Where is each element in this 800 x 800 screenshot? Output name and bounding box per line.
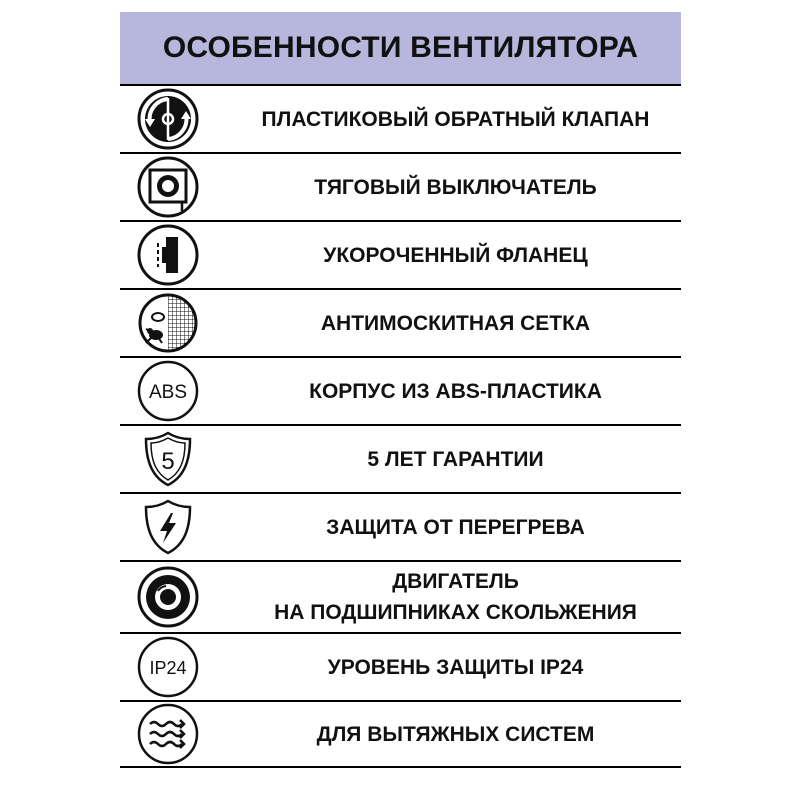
feature-label: ПЛАСТИКОВЫЙ ОБРАТНЫЙ КЛАПАН <box>261 107 650 131</box>
header-banner <box>120 12 681 84</box>
feature-label-line1: ДВИГАТЕЛЬ <box>392 570 519 593</box>
feature-label: ЗАЩИТА ОТ ПЕРЕГРЕВА <box>326 515 585 539</box>
check-valve-icon <box>136 87 200 151</box>
feature-list <box>120 84 681 768</box>
overheat-shield-icon <box>136 495 200 559</box>
motor-bearing-icon <box>136 565 200 629</box>
abs-icon-text: ABS <box>148 382 188 403</box>
mosquito-net-icon <box>136 291 200 355</box>
feature-label: ДЛЯ ВЫТЯЖНЫХ СИСТЕМ <box>316 722 595 746</box>
feature-row-short-flange <box>120 220 681 288</box>
feature-row-exhaust <box>120 700 681 768</box>
feature-row-overheat <box>120 492 681 560</box>
feature-label: ТЯГОВЫЙ ВЫКЛЮЧАТЕЛЬ <box>314 175 597 199</box>
feature-label: УКОРОЧЕННЫЙ ФЛАНЕЦ <box>323 243 588 267</box>
feature-row-ip24 <box>120 632 681 700</box>
exhaust-air-icon <box>136 702 200 766</box>
feature-label: УРОВЕНЬ ЗАЩИТЫ IP24 <box>327 655 584 679</box>
feature-row-warranty <box>120 424 681 492</box>
feature-row-motor <box>120 560 681 632</box>
ip24-icon <box>136 635 200 699</box>
warranty-icon-text: 5 <box>161 448 175 475</box>
feature-row-mosquito-net <box>120 288 681 356</box>
feature-label: КОРПУС ИЗ ABS-ПЛАСТИКА <box>309 379 602 403</box>
ip24-icon-text: IP24 <box>149 658 187 678</box>
feature-label: 5 ЛЕТ ГАРАНТИИ <box>367 447 544 471</box>
page-title: ОСОБЕННОСТИ ВЕНТИЛЯТОРА <box>162 31 639 64</box>
feature-row-pull-switch <box>120 152 681 220</box>
feature-label-line2: НА ПОДШИПНИКАХ СКОЛЬЖЕНИЯ <box>274 601 637 624</box>
abs-plastic-icon <box>136 359 200 423</box>
feature-label: АНТИМОСКИТНАЯ СЕТКА <box>320 311 591 335</box>
short-flange-icon <box>136 223 200 287</box>
feature-row-abs-plastic <box>120 356 681 424</box>
feature-row-check-valve <box>120 84 681 152</box>
pull-switch-icon <box>136 155 200 219</box>
warranty-shield-icon <box>136 427 200 491</box>
